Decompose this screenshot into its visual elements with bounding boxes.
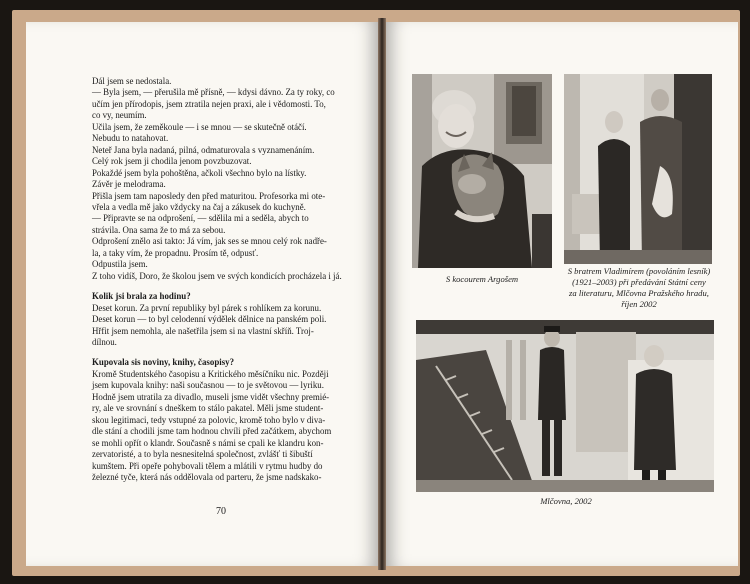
text-line: la, a taky vím, že propadnu. Prosím tě, odpusť. — [92, 247, 259, 258]
photo-stairs-guard — [416, 320, 714, 492]
left-page — [26, 22, 378, 566]
caption-cat-photo: S kocourem Argošem — [445, 274, 519, 284]
caption-line: (1921–2003) při předávání Státní ceny — [572, 277, 706, 287]
text-line: zervatoristé, a to byla nesnesitelná společnost, zvlášť ti šibuští — [92, 449, 313, 460]
text-line: Odpustila jsem. — [92, 259, 148, 270]
text-line: vřela a vedla mě jako vždycky na čaj a zákusek do kuchyně. — [92, 201, 306, 212]
text-line: Deset korun. Za první republiky byl párek s rohlíkem za korunu. — [92, 302, 322, 313]
text-line: Přišla jsem tam naposledy den před maturitou. Profesorka mi ote- — [92, 190, 326, 201]
text-line: Nebudu to natahovat. — [92, 133, 169, 144]
question-heading: Kolik jsi brala za hodinu? — [92, 291, 191, 302]
caption-line: za literaturu, Mlčovna Pražského hradu, — [569, 288, 709, 298]
text-line: se mohli opřít o klandr. Současně s námi se cpali ke klandru kon- — [92, 437, 324, 448]
text-line: učím jen přírodopis, jsem ztratila nejen praxi, ale i vědomosti. To, — [92, 98, 326, 109]
text-line: Kromě Studentského časopisu a Kritického měsíčníku nic. Později — [92, 368, 329, 379]
text-line: kumštem. Při opeře pohybovali tělem a mlátili v rytmu hudby do — [92, 460, 323, 471]
right-page — [386, 22, 738, 566]
text-line: skou legitimaci, tedy vstupné za polovic, kromě toho bylo v diva- — [92, 414, 326, 425]
photo-woman-with-cat — [412, 74, 552, 268]
question-heading: Kupovala sis noviny, knihy, časopisy? — [92, 357, 235, 368]
text-line: Hřfit jsem nemohla, ale našetřila jsem si na vlastní skříň. Troj- — [92, 325, 314, 336]
caption-stairs-photo: Mlčovna, 2002 — [540, 496, 592, 506]
caption-brother-photo — [556, 266, 722, 310]
text-line: co vy, neumím. — [92, 110, 147, 121]
text-line: ry, ale ve srovnání s dneškem to stálo pakatel. Měli jsme student- — [92, 403, 324, 414]
text-line: Pokaždé jsem byla pohoštěna, ačkoli všechno bylo na lístky. — [92, 167, 307, 178]
text-line: dílnou. — [92, 336, 117, 347]
text-line: Dál jsem se nedostala. — [92, 76, 172, 86]
photo-with-brother — [564, 74, 712, 264]
text-line: — Byla jsem, — přerušila mě přísně, — kdysi dávno. Za ty roky, co — [92, 87, 335, 98]
text-line: Učila jsem, že zeměkoule — i se mnou — se skutečně otáčí. — [92, 121, 307, 132]
left-page-text — [92, 76, 350, 483]
text-line: Neteř Jana byla nadaná, pilná, odmaturovala s vyznamenáním. — [92, 144, 315, 155]
caption-line: říjen 2002 — [621, 299, 657, 309]
text-line: železné tyče, která nás oddělovala od parteru, že jsme nadskako- — [92, 471, 322, 482]
book-gutter — [378, 18, 386, 570]
caption-line: S bratrem Vladimírem (povoláním lesník) — [567, 266, 711, 276]
text-line: Závěr je melodrama. — [92, 179, 166, 190]
text-line: Odprošení znělo asi takto: Já vím, jak ses se mnou celý rok nadře- — [92, 236, 327, 247]
text-line: Celý rok jsem ji chodila jenom povzbuzovat. — [92, 156, 252, 167]
page-number: 70 — [216, 506, 226, 517]
text-line: Hodně jsem utratila za divadlo, museli jsme vidět všechny premié- — [92, 391, 330, 402]
text-line: jsem kupovala knihy: naši současnou — to je světovou — lyriku. — [92, 380, 324, 391]
text-line: — Připravte se na odprošení, — sdělila mi a seděla, abych to — [92, 213, 309, 224]
text-line: Z toho vidíš, Doro, že školou jsem ve svých kondicích procházela i já. — [92, 270, 342, 281]
text-line: strávila. Ona sama že to má za sebou. — [92, 224, 226, 235]
text-line: Deset korun — to byl celodenní výdělek dělnice na panském poli. — [92, 314, 327, 325]
text-line: dle stání a chodili jsme tam hodnou chvíli před začátkem, abychom — [92, 426, 332, 437]
